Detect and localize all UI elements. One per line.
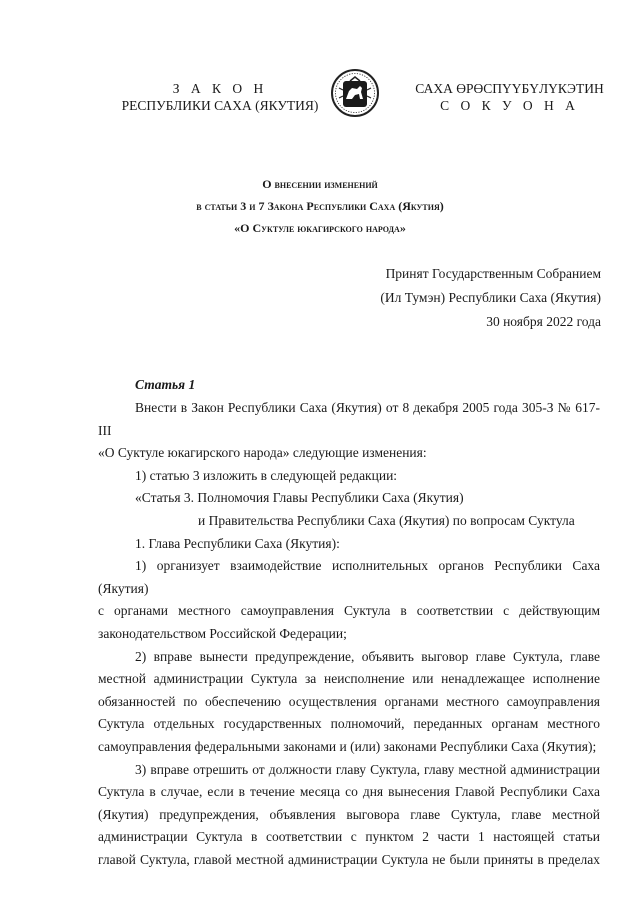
text-line: самоуправления федеральными законами и (или) законами Республики Саха (Якутия); <box>98 738 597 754</box>
text-line: «О Суктуле юкагирского народа» следующие изменения: <box>98 445 427 461</box>
law-word: З А К О Н <box>172 81 268 96</box>
text-line: 1) организует взаимодействие исполнительных органов Республики Саха (Якутия) <box>98 558 600 596</box>
title-line-3: «О Суктуле юкагирского народа» <box>234 221 406 235</box>
text-line: администрации Суктула в соответствии с пунктом 2 части 1 настоящей статьи <box>98 829 600 845</box>
adopted-line-1: Принят Государственным Собранием <box>385 266 601 281</box>
text-line: Суктула отдельных государственных полномочий, переданных органам местного <box>98 716 600 732</box>
text-line: законодательством Российской Федерации; <box>98 625 347 641</box>
text-line: 1) статью 3 изложить в следующей редакции: <box>135 467 398 483</box>
header-right <box>412 80 607 114</box>
text-line: (Якутия) предупреждения, объявления выговора главе Суктула, главе местной <box>98 806 600 822</box>
text-line: 1. Глава Республики Саха (Якутия): <box>135 535 340 551</box>
law-word-yakut: С О К У О Н А <box>440 98 579 113</box>
header-left <box>110 80 330 114</box>
text-line: 3) вправе отрешить от должности главу Суктула, главу местной администрации <box>135 761 600 777</box>
article-heading: Статья 1 <box>135 377 196 392</box>
text-line: 2) вправе вынести предупреждение, объявить выговор главе Суктула, главе <box>135 648 600 664</box>
text-line: Внести в Закон Республики Саха (Якутия) от 8 декабря 2005 года 305-З № 617-III <box>98 400 600 438</box>
text-line: Суктула в случае, если в течение месяца со дня вынесения Главой Республики Саха <box>98 784 600 800</box>
republic-name-yakut: САХА ӨРӨСПҮҮБҮЛҮКЭТИН <box>415 81 604 96</box>
text-line: и Правительства Республики Саха (Якутия) по вопросам Суктула <box>198 512 575 528</box>
text-line: обязанностей по обеспечению осуществления органами местного самоуправления <box>98 693 600 709</box>
title-line-1: О внесении изменений <box>262 177 378 191</box>
text-line: местной администрации Суктула за неисполнение или ненадлежащее исполнение <box>98 671 600 687</box>
article-body <box>98 397 600 871</box>
text-line: «Статья 3. Полномочия Главы Республики Саха (Якутия) <box>135 490 464 506</box>
adopted-line-2: (Ил Тумэн) Республики Саха (Якутия) <box>380 290 601 305</box>
text-line: главой Суктула, главой местной администрации Суктула не были приняты в пределах <box>98 851 600 867</box>
coat-of-arms-icon <box>330 68 380 118</box>
text-line: с органами местного самоуправления Суктула в соответствии с действующим <box>98 603 600 619</box>
republic-name: РЕСПУБЛИКИ САХА (ЯКУТИЯ) <box>121 98 319 113</box>
title-line-2: в статьи 3 и 7 Закона Республики Саха (Якутия) <box>196 199 444 213</box>
adopted-date: 30 ноября 2022 года <box>486 314 601 329</box>
